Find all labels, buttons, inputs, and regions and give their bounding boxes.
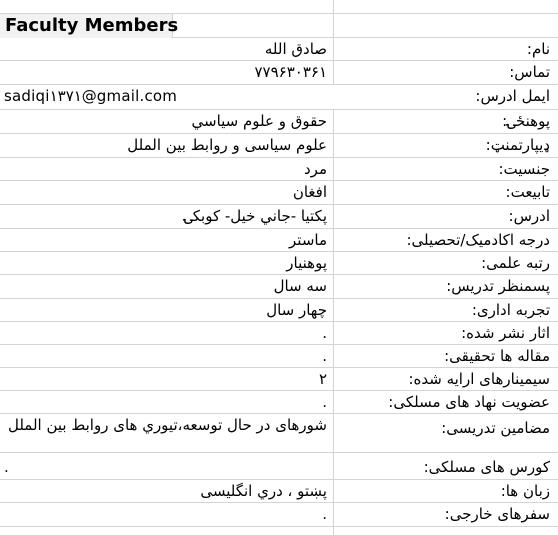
label-cell[interactable] [334,503,558,527]
value-cell[interactable] [0,322,334,345]
value-cell[interactable] [0,275,334,299]
value-department: علوم سیاسی و روابط بين الملل [127,136,327,154]
label-courses: کورس های مسلکی: [423,458,550,476]
label-memberships: عضویت نهاد های مسلکی: [388,393,550,411]
value-subjects: شورهای در حال توسعه،تیوري های روابط بين الملل [7,416,327,434]
label-cell[interactable] [334,158,558,181]
value-admin-experience: چهار سال [266,301,327,319]
label-rank: رتبه علمی: [481,254,550,272]
title-cell[interactable] [0,14,179,38]
label-seminars: سیمینارهای ارایه شده: [408,370,550,388]
value-publications: . [322,324,327,342]
value-seminars: ۲ [318,370,327,388]
value-cell[interactable] [0,229,334,252]
table-row [0,322,558,345]
label-research-articles: مقاله ها تحقیقی: [444,347,550,365]
label-nationality: تابیعت: [505,183,550,201]
value-cell[interactable] [0,61,334,85]
table-row [0,503,558,527]
label-phone: تماس: [509,63,550,81]
label-cell[interactable] [334,414,558,453]
value-courses: . [4,458,9,476]
value-cell[interactable] [0,158,334,181]
table-row [0,391,558,414]
table-row [0,453,558,480]
value-nationality: افغان [292,183,327,201]
table-row [0,205,558,229]
value-gender: مرد [304,160,327,178]
label-department: ډيپارتمنټ: [485,136,550,154]
table-row [0,252,558,275]
sheet-title: Faculty Members [5,15,179,36]
table-row [0,414,558,453]
label-cell[interactable] [334,134,558,158]
table-row [0,229,558,252]
table-row [0,61,558,85]
value-cell[interactable] [0,414,334,453]
value-teaching-background: سه سال [273,277,327,295]
label-cell[interactable] [334,252,558,275]
value-degree: ماستر [289,231,327,249]
value-research-articles: . [322,347,327,365]
cell[interactable] [334,527,558,535]
label-cell[interactable] [334,299,558,322]
label-cell[interactable] [334,368,558,391]
label-publications: اثار نشر شده: [461,324,550,342]
value-foreign-trips: . [322,505,327,523]
label-cell[interactable] [334,181,558,205]
label-cell[interactable] [334,110,558,134]
label-cell[interactable] [334,480,558,503]
label-cell[interactable] [334,275,558,299]
table-row [0,299,558,322]
value-cell[interactable] [0,453,334,480]
label-address: ادرس: [508,207,550,225]
label-admin-experience: تجربه اداری: [471,301,550,319]
value-faculty: حقوق و علوم سياسي [191,112,327,130]
value-cell[interactable] [0,181,334,205]
label-cell[interactable] [334,38,558,61]
value-cell[interactable] [0,345,334,368]
table-row [0,181,558,205]
value-memberships: . [322,393,327,411]
value-cell[interactable] [0,368,334,391]
table-row [0,345,558,368]
label-cell[interactable] [334,85,558,110]
value-phone: ۷۷۹۶۳۰۳۶۱ [254,63,327,81]
table-row [0,527,558,535]
label-foreign-trips: سفرهای خارجی: [444,505,550,523]
value-cell[interactable] [0,391,334,414]
cell[interactable] [0,0,334,14]
label-gender: جنسیت: [498,160,550,178]
label-cell[interactable] [334,345,558,368]
top-row [0,0,558,14]
value-rank: پوهنیار [286,254,327,272]
label-cell[interactable] [334,391,558,414]
value-email: sadiqi۱۳۷۱@gmail.com [4,87,178,105]
value-cell[interactable] [0,299,334,322]
table-row [0,85,558,110]
value-languages: پښتو ، دري انگلیسی [200,482,327,500]
value-cell[interactable] [0,134,334,158]
value-cell[interactable] [0,252,334,275]
value-cell[interactable] [0,503,334,527]
label-name: نام: [526,40,550,58]
value-cell[interactable] [0,480,334,503]
table-row [0,368,558,391]
value-cell[interactable] [0,205,334,229]
cell[interactable] [334,14,558,38]
table-row [0,134,558,158]
cell[interactable] [334,0,558,14]
table-row [0,110,558,134]
label-cell[interactable] [334,229,558,252]
label-cell[interactable] [334,322,558,345]
label-cell[interactable] [334,453,558,480]
label-subjects: مضامین تدریسی: [441,419,550,437]
value-cell[interactable] [0,38,334,61]
table-row [0,480,558,503]
label-teaching-background: پسمنظر تدریس: [446,277,550,295]
table-row [0,38,558,61]
label-languages: زبان ها: [500,482,550,500]
label-faculty: پوهنځۍ: [502,112,550,130]
value-name: صادق الله [264,40,327,58]
label-degree: درجه اکادمیک/تحصیلی: [406,231,550,249]
label-cell[interactable] [334,61,558,85]
table-row [0,275,558,299]
value-cell[interactable] [0,110,334,134]
label-cell[interactable] [334,205,558,229]
value-cell[interactable] [0,85,334,110]
value-address: پکتیا -جاني خيل- کوبکۍ [183,207,327,225]
cell[interactable] [0,527,334,535]
table-row [0,158,558,181]
label-email: ایمل ادرس: [475,87,550,105]
